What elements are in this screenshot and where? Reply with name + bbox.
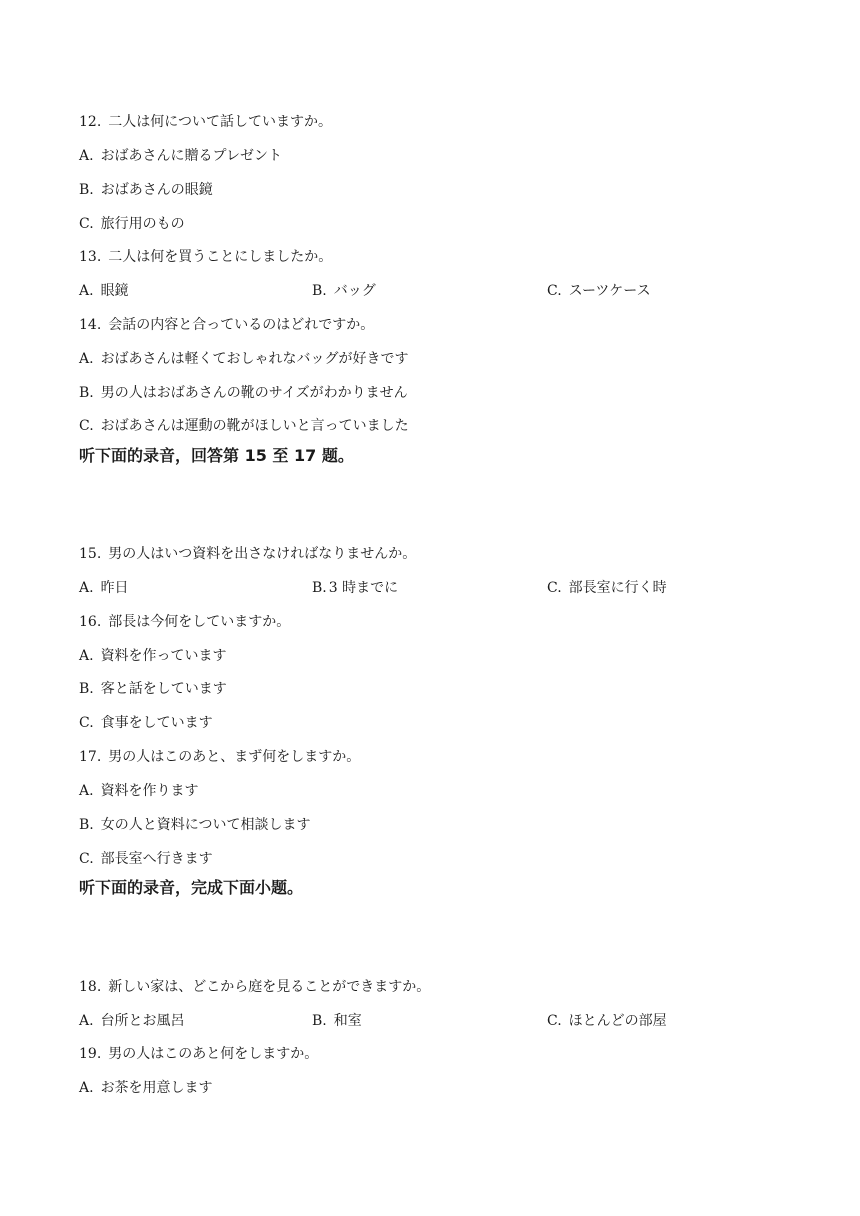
options-15 bbox=[79, 579, 779, 597]
option-14c bbox=[79, 417, 409, 435]
option-text: 3 時までに bbox=[328, 580, 399, 596]
option-18b bbox=[312, 1012, 362, 1030]
option-text: お茶を用意します bbox=[100, 1080, 213, 1096]
question-text: 新しい家は、どこから庭を見ることができますか。 bbox=[108, 979, 431, 995]
option-label: C. bbox=[547, 283, 562, 299]
option-14a bbox=[79, 350, 409, 368]
question-number: 14. bbox=[79, 317, 102, 333]
question-13 bbox=[79, 248, 332, 266]
option-label: C. bbox=[79, 715, 94, 731]
option-17b bbox=[79, 816, 310, 834]
option-label: C. bbox=[547, 1013, 562, 1029]
option-13b bbox=[312, 282, 376, 300]
option-14b bbox=[79, 384, 408, 402]
question-17 bbox=[79, 748, 360, 766]
question-19 bbox=[79, 1045, 318, 1063]
option-text: 資料を作ります bbox=[100, 783, 199, 799]
option-15c bbox=[547, 579, 667, 597]
question-text: 二人は何について話していますか。 bbox=[108, 114, 332, 130]
section-heading-15-17: 听下面的录音，回答第 15 至 17 题。 bbox=[79, 446, 354, 465]
option-16c bbox=[79, 714, 213, 732]
question-16 bbox=[79, 613, 290, 631]
question-12 bbox=[79, 113, 332, 131]
option-text: 和室 bbox=[333, 1013, 362, 1029]
option-label: B. bbox=[79, 817, 94, 833]
option-16b bbox=[79, 680, 227, 698]
option-text: バッグ bbox=[333, 283, 376, 299]
option-label: A. bbox=[79, 1080, 94, 1096]
option-label: C. bbox=[79, 418, 94, 434]
option-label: B. bbox=[79, 681, 94, 697]
question-15 bbox=[79, 545, 416, 563]
option-12c bbox=[79, 215, 185, 233]
options-13 bbox=[79, 282, 779, 300]
option-15b bbox=[312, 579, 398, 597]
question-text: 男の人はこのあと、まず何をしますか。 bbox=[108, 749, 361, 765]
option-13a bbox=[79, 282, 129, 300]
option-text: 食事をしています bbox=[100, 715, 213, 731]
option-label: A. bbox=[79, 648, 94, 664]
option-text: 昨日 bbox=[100, 580, 129, 596]
question-number: 19. bbox=[79, 1046, 102, 1062]
option-text: おばあさんは軽くておしゃれなバッグが好きです bbox=[100, 351, 409, 367]
option-19a bbox=[79, 1079, 213, 1097]
option-text: 部長室へ行きます bbox=[100, 851, 213, 867]
option-18c bbox=[547, 1012, 667, 1030]
question-18 bbox=[79, 978, 430, 996]
question-text: 二人は何を買うことにしましたか。 bbox=[108, 249, 333, 265]
option-label: C. bbox=[547, 580, 562, 596]
section-heading-18-20: 听下面的录音，完成下面小题。 bbox=[79, 878, 304, 897]
option-label: B. bbox=[312, 580, 327, 596]
option-15a bbox=[79, 579, 129, 597]
option-text: おばあさんの眼鏡 bbox=[100, 182, 213, 198]
question-number: 16. bbox=[79, 614, 102, 630]
option-text: おばあさんは運動の靴がほしいと言っていました bbox=[100, 418, 409, 434]
option-13c bbox=[547, 282, 651, 300]
option-label: A. bbox=[79, 351, 94, 367]
option-17a bbox=[79, 782, 199, 800]
option-label: A. bbox=[79, 580, 94, 596]
question-number: 18. bbox=[79, 979, 102, 995]
options-18 bbox=[79, 1012, 779, 1030]
option-text: 台所とお風呂 bbox=[100, 1013, 185, 1029]
question-number: 17. bbox=[79, 749, 102, 765]
option-16a bbox=[79, 647, 227, 665]
option-12a bbox=[79, 147, 282, 165]
option-label: A. bbox=[79, 283, 94, 299]
option-label: B. bbox=[312, 283, 327, 299]
question-14 bbox=[79, 316, 374, 334]
option-text: 資料を作っています bbox=[100, 648, 227, 664]
option-text: 部長室に行く時 bbox=[568, 580, 667, 596]
option-label: B. bbox=[312, 1013, 327, 1029]
option-label: C. bbox=[79, 851, 94, 867]
question-number: 13. bbox=[79, 249, 102, 265]
option-text: 女の人と資料について相談します bbox=[100, 817, 311, 833]
option-17c bbox=[79, 850, 213, 868]
option-label: A. bbox=[79, 148, 94, 164]
question-text: 男の人はいつ資料を出さなければなりませんか。 bbox=[108, 546, 417, 562]
option-label: B. bbox=[79, 385, 94, 401]
option-text: 客と話をしています bbox=[100, 681, 227, 697]
option-12b bbox=[79, 181, 213, 199]
option-text: 男の人はおばあさんの靴のサイズがわかりません bbox=[100, 385, 408, 401]
option-label: A. bbox=[79, 1013, 94, 1029]
option-text: おばあさんに贈るプレゼント bbox=[100, 148, 283, 164]
option-text: 旅行用のもの bbox=[100, 216, 185, 232]
question-text: 部長は今何をしていますか。 bbox=[108, 614, 291, 630]
option-text: スーツケース bbox=[568, 283, 651, 299]
option-label: A. bbox=[79, 783, 94, 799]
option-label: B. bbox=[79, 182, 94, 198]
question-number: 15. bbox=[79, 546, 102, 562]
option-label: C. bbox=[79, 216, 94, 232]
option-text: 眼鏡 bbox=[100, 283, 129, 299]
option-18a bbox=[79, 1012, 185, 1030]
question-text: 男の人はこのあと何をしますか。 bbox=[108, 1046, 319, 1062]
option-text: ほとんどの部屋 bbox=[568, 1013, 667, 1029]
question-number: 12. bbox=[79, 114, 102, 130]
question-text: 会話の内容と合っているのはどれですか。 bbox=[108, 317, 375, 333]
